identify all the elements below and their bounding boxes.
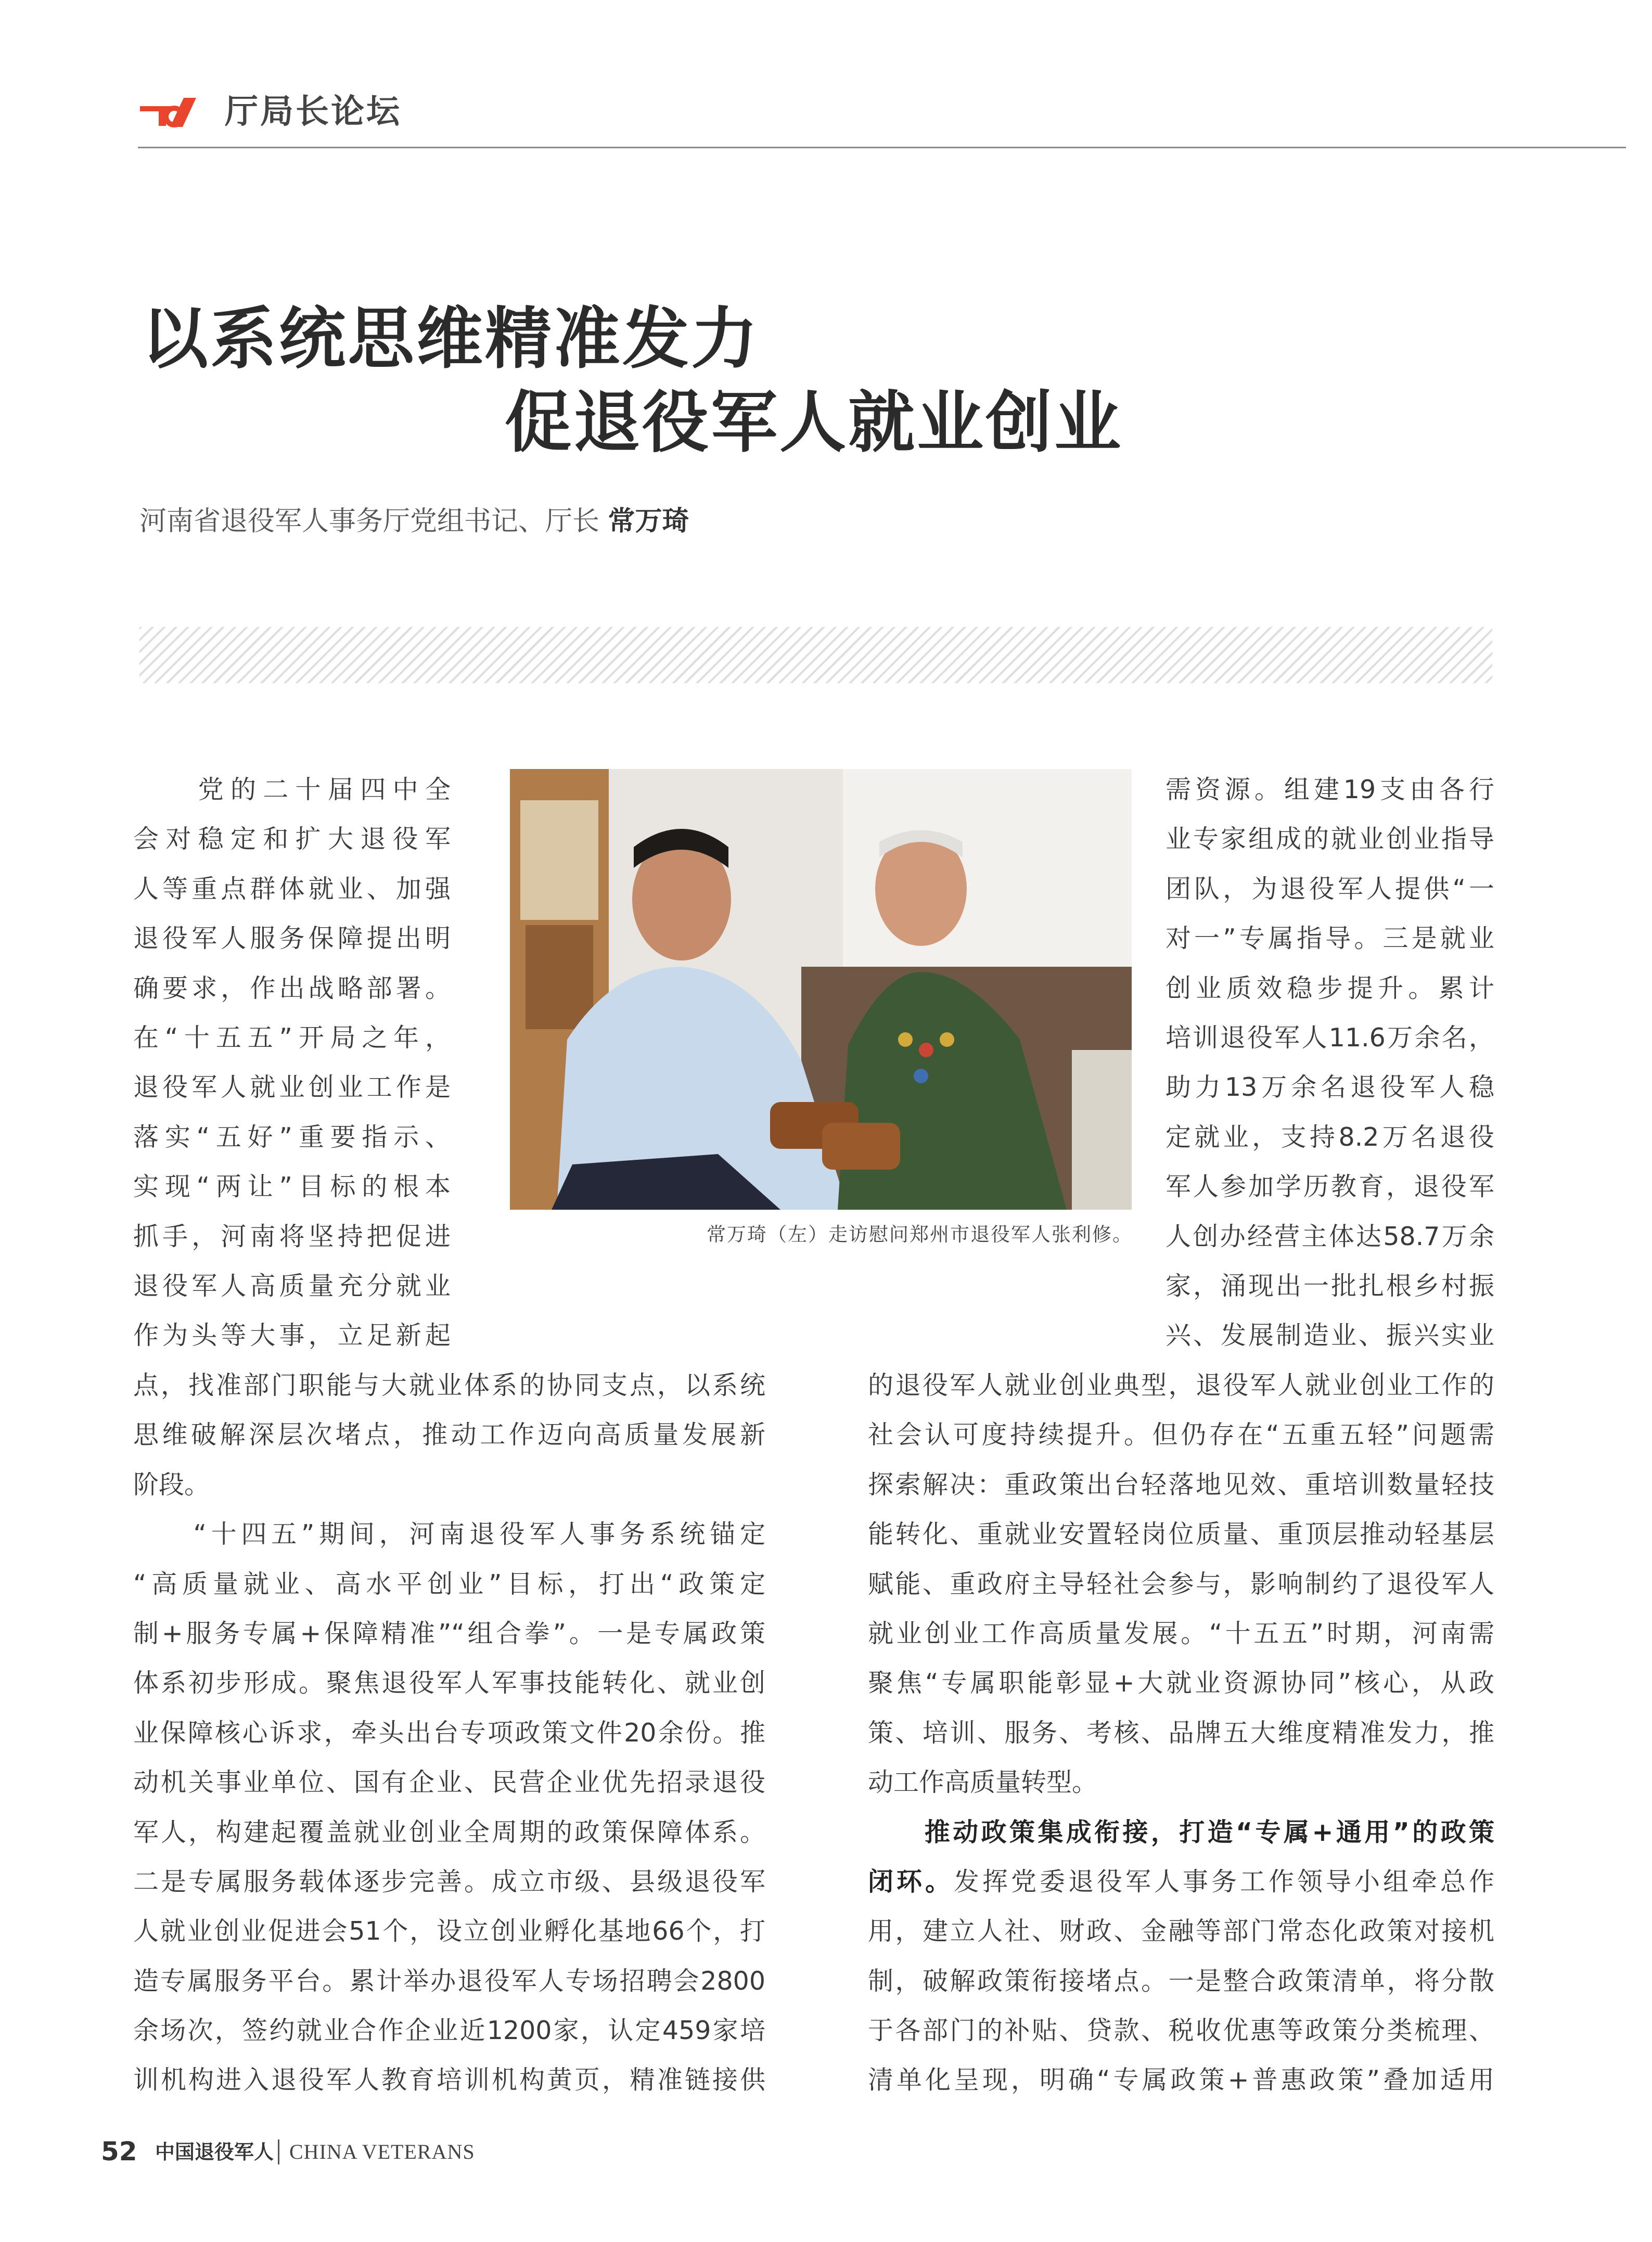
text-line: 造专属服务平台。累计举办退役军人专场招聘会2800 <box>133 1966 765 1996</box>
subheading-bold-tail: 闭环。 <box>868 1866 954 1897</box>
article-title-line2: 促退役军人就业创业 <box>505 384 1123 462</box>
text-line: 退役军人就业创业工作是 <box>133 1072 451 1103</box>
text-line: 点，找准部门职能与大就业体系的协同支点，以系统 <box>133 1370 765 1400</box>
text-line: 二是专属服务载体逐步完善。成立市级、县级退役军 <box>133 1866 765 1897</box>
text-line: 需资源。组建19支由各行 <box>1166 775 1494 804</box>
text-line: 退役军人服务保障提出明 <box>133 924 451 954</box>
author-role: 河南省退役军人事务厅党组书记、厅长 <box>139 506 600 537</box>
text-line: 动机关事业单位、国有企业、民营企业优先招录退役 <box>133 1767 765 1798</box>
subheading-bold: 推动政策集成衔接，打造“专属+通用”的政策 <box>868 1817 1494 1847</box>
text-line: 实现“两让”目标的根本 <box>133 1172 451 1202</box>
text-line: 于各部门的补贴、贷款、税收优惠等政策分类梳理、 <box>868 2016 1494 2046</box>
text-line: 军人参加学历教育，退役军 <box>1166 1172 1494 1202</box>
text-line: 策、培训、服务、考核、品牌五大维度精准发力，推 <box>868 1718 1494 1748</box>
text-line: 制，破解政策衔接堵点。一是整合政策清单，将分散 <box>868 1966 1494 1996</box>
body-column-right-top <box>1166 765 1494 1361</box>
text-line: 余场次，签约就业合作企业近1200家，认定459家培 <box>133 2016 765 2046</box>
text-line: 家，涌现出一批扎根乡村振 <box>1166 1271 1494 1301</box>
text-line: 抓手，河南将坚持把促进 <box>133 1221 451 1251</box>
text-line: 人就业创业促进会51个，设立创业孵化基地66个，打 <box>133 1916 765 1946</box>
text-line: 会对稳定和扩大退役军 <box>133 824 451 854</box>
magazine-name: 中国退役军人 <box>155 2141 274 2163</box>
text-line: 确要求，作出战略部署。 <box>133 973 451 1003</box>
author-name: 常万琦 <box>608 506 689 537</box>
body-column-left-top <box>133 765 451 1361</box>
text-line: 对一”专属指导。三是就业 <box>1166 924 1494 954</box>
text-line: 阶段。 <box>133 1469 210 1500</box>
text-line: 清单化呈现，明确“专属政策+普惠政策”叠加适用 <box>868 2065 1494 2095</box>
text-line: 的退役军人就业创业典型，退役军人就业创业工作的 <box>868 1370 1494 1400</box>
text-line: 训机构进入退役军人教育培训机构黄页，精准链接供 <box>133 2065 765 2095</box>
text-line: 探索解决：重政策出台轻落地见效、重培训数量轻技 <box>868 1469 1494 1500</box>
footer-separator <box>278 2139 279 2164</box>
text-line: 业保障核心诉求，牵头出台专项政策文件20余份。推 <box>133 1718 765 1748</box>
text-line: 军人，构建起覆盖就业创业全周期的政策保障体系。 <box>133 1817 765 1847</box>
text-line <box>868 1857 1494 1906</box>
section-logo-icon <box>138 94 198 130</box>
article-photo <box>510 769 1132 1210</box>
text-line: 动工作高质量转型。 <box>868 1767 1098 1798</box>
text-line: “十四五”期间，河南退役军人事务系统锚定 <box>133 1519 765 1549</box>
text-line: 培训退役军人11.6万余名， <box>1166 1022 1494 1053</box>
text-line: “高质量就业、高水平创业”目标，打出“政策定 <box>133 1569 765 1599</box>
page-number: 52 <box>101 2136 137 2167</box>
text-line: 助力13万余名退役军人稳 <box>1166 1072 1494 1103</box>
article-title-line1: 以系统思维精准发力 <box>142 300 760 378</box>
text-line: 党的二十届四中全 <box>133 775 451 804</box>
photo-caption: 常万琦（左）走访慰问郑州市退役军人张利修。 <box>707 1223 1133 1246</box>
text-line: 兴、发展制造业、振兴实业 <box>1166 1321 1494 1351</box>
text-line: 聚焦“专属职能彰显+大就业资源协同”核心，从政 <box>868 1668 1494 1698</box>
text-line: 用，建立人社、财政、金融等部门常态化政策对接机 <box>868 1916 1494 1946</box>
text-line: 在“十五五”开局之年， <box>133 1022 451 1053</box>
text-line: 人等重点群体就业、加强 <box>133 874 451 904</box>
text-line: 社会认可度持续提升。但仍存在“五重五轻”问题需 <box>868 1420 1494 1450</box>
header-divider <box>138 147 1626 148</box>
magazine-name-en: CHINA VETERANS <box>289 2140 475 2163</box>
author-byline <box>139 501 689 542</box>
text-line <box>868 1808 1494 1857</box>
text-line: 制+服务专属+保障精准”“组合拳”。一是专属政策 <box>133 1618 765 1648</box>
text-line: 思维破解深层次堵点，推动工作迈向高质量发展新 <box>133 1420 765 1450</box>
text-span: 发挥党委退役军人事务工作领导小组牵总作 <box>954 1866 1494 1897</box>
text-line: 人创办经营主体达58.7万余 <box>1166 1221 1494 1251</box>
text-line: 定就业，支持8.2万名退役 <box>1166 1122 1494 1152</box>
text-line: 能转化、重就业安置轻岗位质量、重顶层推动轻基层 <box>868 1519 1494 1549</box>
text-line: 退役军人高质量充分就业 <box>133 1271 451 1301</box>
body-column-left-bottom <box>133 1361 765 2105</box>
text-line: 业专家组成的就业创业指导 <box>1166 824 1494 854</box>
text-line: 团队，为退役军人提供“一 <box>1166 874 1494 904</box>
section-label: 厅局长论坛 <box>225 93 402 131</box>
decorative-stripe-divider <box>139 627 1492 683</box>
text-line: 落实“五好”重要指示、 <box>133 1122 451 1152</box>
text-line: 就业创业工作高质量发展。“十五五”时期，河南需 <box>868 1618 1494 1648</box>
text-line: 创业质效稳步提升。累计 <box>1166 973 1494 1003</box>
body-column-right-bottom <box>868 1361 1494 2105</box>
text-line: 作为头等大事，立足新起 <box>133 1321 451 1351</box>
text-line: 体系初步形成。聚焦退役军人军事技能转化、就业创 <box>133 1668 765 1698</box>
text-line: 赋能、重政府主导轻社会参与，影响制约了退役军人 <box>868 1569 1494 1599</box>
